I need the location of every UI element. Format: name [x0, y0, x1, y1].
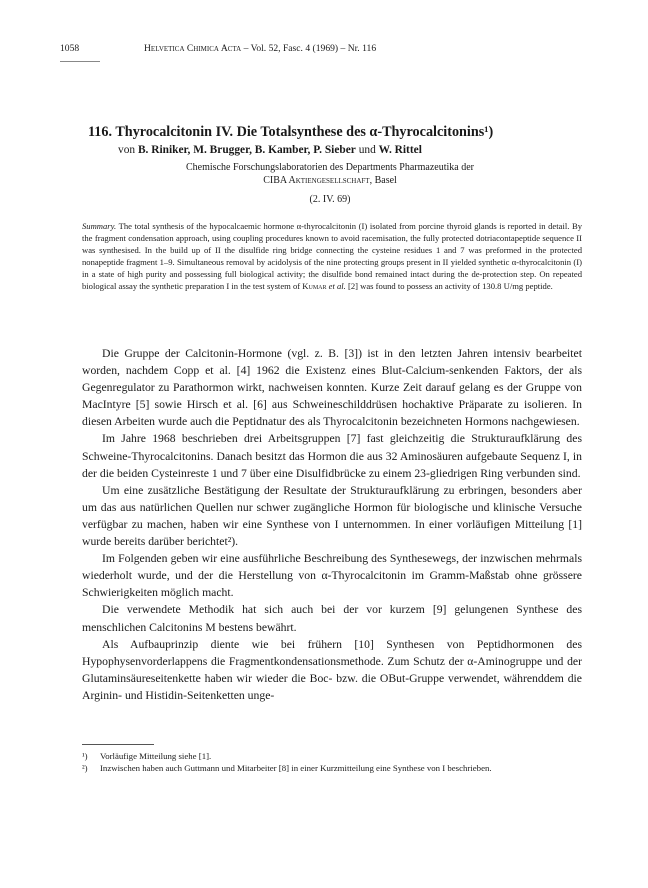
- institution-city: , Basel: [369, 175, 397, 186]
- body-paragraph-3: Um eine zusätzliche Bestätigung der Resultate der Strukturaufklärung zu erbringen, besonders aber um das aus natürlichen Quellen nur schwer zugängliche Hormon für biologische und klinische Versuche verfügbar zu machen, haben wir eine Synthese von I unternommen. In einer vorläufigen Mitteilung [1] wurde bereits darüber berichtet²).: [82, 483, 582, 549]
- footnote: [82, 750, 582, 762]
- institution-line-1: Chemische Forschungslaboratorien des Departments Pharmazeutika der: [186, 162, 474, 173]
- summary-label: Summary.: [82, 221, 117, 231]
- summary-tail: [2] was found to possess an activity of 130.8 U/mg peptide.: [345, 281, 553, 292]
- body-text: [82, 345, 582, 704]
- footnote-rule: [82, 744, 154, 745]
- footnote-text: Vorläufige Mitteilung siehe [1].: [100, 751, 212, 761]
- summary-etal: et al.: [326, 281, 346, 292]
- footnote: [82, 762, 582, 774]
- received-date: (2. IV. 69): [309, 194, 351, 205]
- body-paragraph-5: Die verwendete Methodik hat sich auch bei der vor kurzem [9] gelungenen Synthese des menschlichen Calcitonins M bestens bewährt.: [82, 603, 582, 634]
- footnote-mark: ²): [82, 763, 88, 773]
- institution-line-2: [60, 175, 600, 186]
- institution-company: CIBA Aktiengesellschaft: [263, 175, 370, 186]
- header-rule: [60, 61, 100, 62]
- running-header: [60, 43, 580, 57]
- authors-names: B. Riniker, M. Brugger, B. Kamber, P. Sieber: [137, 144, 356, 156]
- body-paragraph-1: Die Gruppe der Calcitonin-Hormone (vgl. z. B. [3]) ist in den letzten Jahren intensiv bearbeitet worden, nachdem Copp et al. [4] 1962 die Existenz eines Blut-Calcium-senkenden Faktors, der als Gegenregulator zu Parathormon wirkt, nachweisen konnten. Kurze Zeit darauf gelang es der Gruppe von MacIntyre [5] sowie Hirsch et al. [6] aus Schweineschilddrüsen hochaktive Präparate zu isolieren. In diesen Arbeiten wurde auch die Peptidnatur des als Thyrocalcitonin bezeichneten Hormons nachgewiesen.: [82, 347, 582, 429]
- journal-name: Helvetica Chimica Acta: [144, 43, 242, 54]
- page-number: 1058: [60, 43, 80, 54]
- summary-paragraph: [82, 220, 582, 293]
- footnote-text: Inzwischen haben auch Guttmann und Mitarbeiter [8] in einer Kurzmitteilung eine Synthese von I beschrieben.: [100, 763, 492, 773]
- author-line: [118, 144, 558, 156]
- authors-last: W. Rittel: [378, 144, 422, 156]
- journal-header: [144, 43, 376, 54]
- summary-kumar: Kumar: [302, 281, 327, 292]
- body-paragraph-4: Im Folgenden geben wir eine ausführliche Beschreibung des Synthesewegs, der inzwischen mehrmals wiederholt wurde, und der die Herstellung von α-Thyrocalcitonin im Gramm-Maßstab ohne grössere Schwierigkeiten möglich macht.: [82, 552, 582, 600]
- authors-prefix: von: [118, 144, 138, 156]
- body-paragraph-2: Im Jahre 1968 beschrieben drei Arbeitsgruppen [7] fast gleichzeitig die Strukturaufklärung des Schweine-Thyrocalcitonins. Danach besitzt das Hormon die aus 32 Aminosäuren aufgebaute Sequenz I, in der die beiden Cysteinreste 1 und 7 über eine Disulfidbrücke zu einem 23-gliedrigen Ring verbunden sind.: [82, 432, 582, 480]
- body-paragraph-6: Als Aufbauprinzip diente wie bei frühern [10] Synthesen von Peptidhormonen des Hypophysenvorderlappens die Fragmentkondensationsmethode. Zum Schutz der α-Aminogruppe und der Glutaminsäureseitenkette haben wir wieder die Boc- bzw. die OBut-Gruppe verwendet, währenddem die Arginin- und Histidin-Seitenketten unge-: [82, 637, 582, 702]
- authors-and: und: [355, 144, 379, 156]
- article-title: 116. Thyrocalcitonin IV. Die Totalsynthese des α-Thyrocalcitonins¹): [88, 124, 494, 140]
- summary-text: The total synthesis of the hypocalcaemic hormone α-thyrocalcitonin (I) isolated from porcine thyroid glands is reported in detail. By the fragment condensation approach, using coupling procedures known to avoid racemisation, the fully protected dotriacontapeptide sequence II was synthesised. In the build up of II the disulfide ring bridge connecting the cysteine residues 1 and 7 was preformed in the protected nonapeptide fragment 1–9. Simultaneous removal by acidolysis of the nine protecting groups present in II yielded synthetic α-thyrocalcitonin (I) in a state of high purity and possessing full biological activity; the disulfide bond remained intact during the de-protection step. On repeated biological assay the synthetic preparation I in the test system of: [82, 221, 582, 292]
- footnote-mark: ¹): [82, 751, 88, 761]
- journal-details: – Vol. 52, Fasc. 4 (1969) – Nr. 116: [241, 43, 377, 54]
- footnotes: [82, 750, 582, 774]
